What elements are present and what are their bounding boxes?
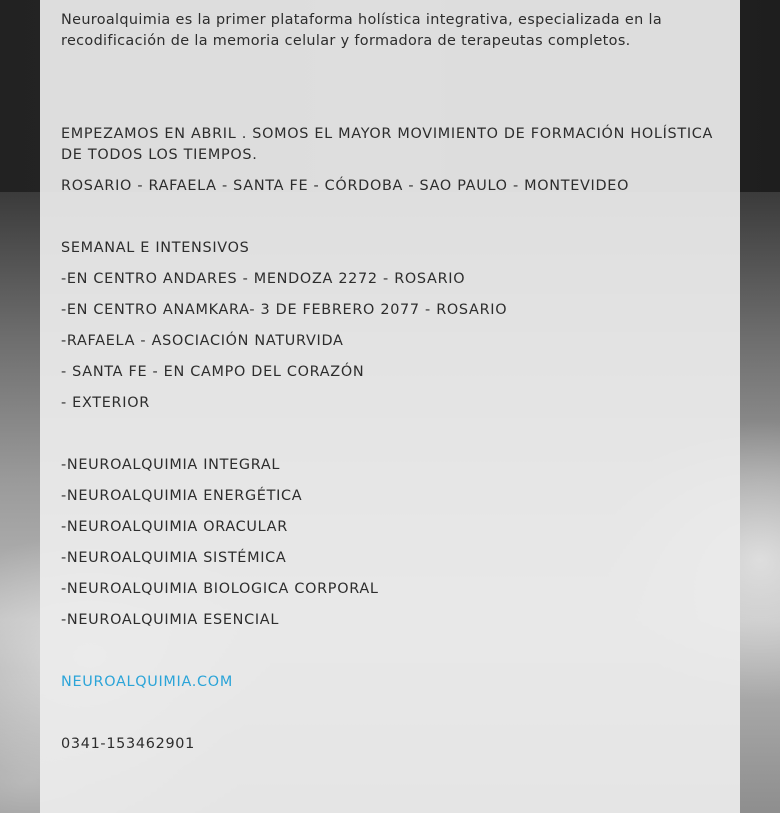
- website-link-row: [61, 672, 721, 693]
- content-panel: [40, 0, 740, 813]
- location-item: -EN CENTRO ANAMKARA- 3 DE FEBRERO 2077 - ROSARIO: [61, 302, 508, 318]
- location-item: -RAFAELA - ASOCIACIÓN NATURVIDA: [61, 333, 344, 349]
- intro-paragraph: Neuroalquimia es la primer plataforma holística integrativa, especializada en la recodificación de la memoria celular y formadora de terapeutas completos.: [61, 12, 663, 49]
- announcement-text: EMPEZAMOS EN ABRIL . SOMOS EL MAYOR MOVIMIENTO DE FORMACIÓN HOLÍSTICA DE TODOS LOS TIEMPOS.: [61, 126, 714, 163]
- course-item: -NEUROALQUIMIA ESENCIAL: [61, 612, 280, 628]
- phone-number: 0341-153462901: [61, 736, 196, 752]
- location-item: -EN CENTRO ANDARES - MENDOZA 2272 - ROSARIO: [61, 271, 466, 287]
- location-item: - EXTERIOR: [61, 395, 150, 411]
- course-item: -NEUROALQUIMIA ORACULAR: [61, 519, 288, 535]
- schedule-heading: SEMANAL E INTENSIVOS: [61, 240, 250, 256]
- course-item: -NEUROALQUIMIA BIOLOGICA CORPORAL: [61, 581, 379, 597]
- course-item: -NEUROALQUIMIA ENERGÉTICA: [61, 488, 303, 504]
- cities-list: ROSARIO - RAFAELA - SANTA FE - CÓRDOBA - SAO PAULO - MONTEVIDEO: [61, 178, 630, 194]
- location-item: - SANTA FE - EN CAMPO DEL CORAZÓN: [61, 364, 365, 380]
- website-link[interactable]: NEUROALQUIMIA.COM: [61, 674, 233, 690]
- course-item: -NEUROALQUIMIA SISTÉMICA: [61, 550, 287, 566]
- course-item: -NEUROALQUIMIA INTEGRAL: [61, 457, 281, 473]
